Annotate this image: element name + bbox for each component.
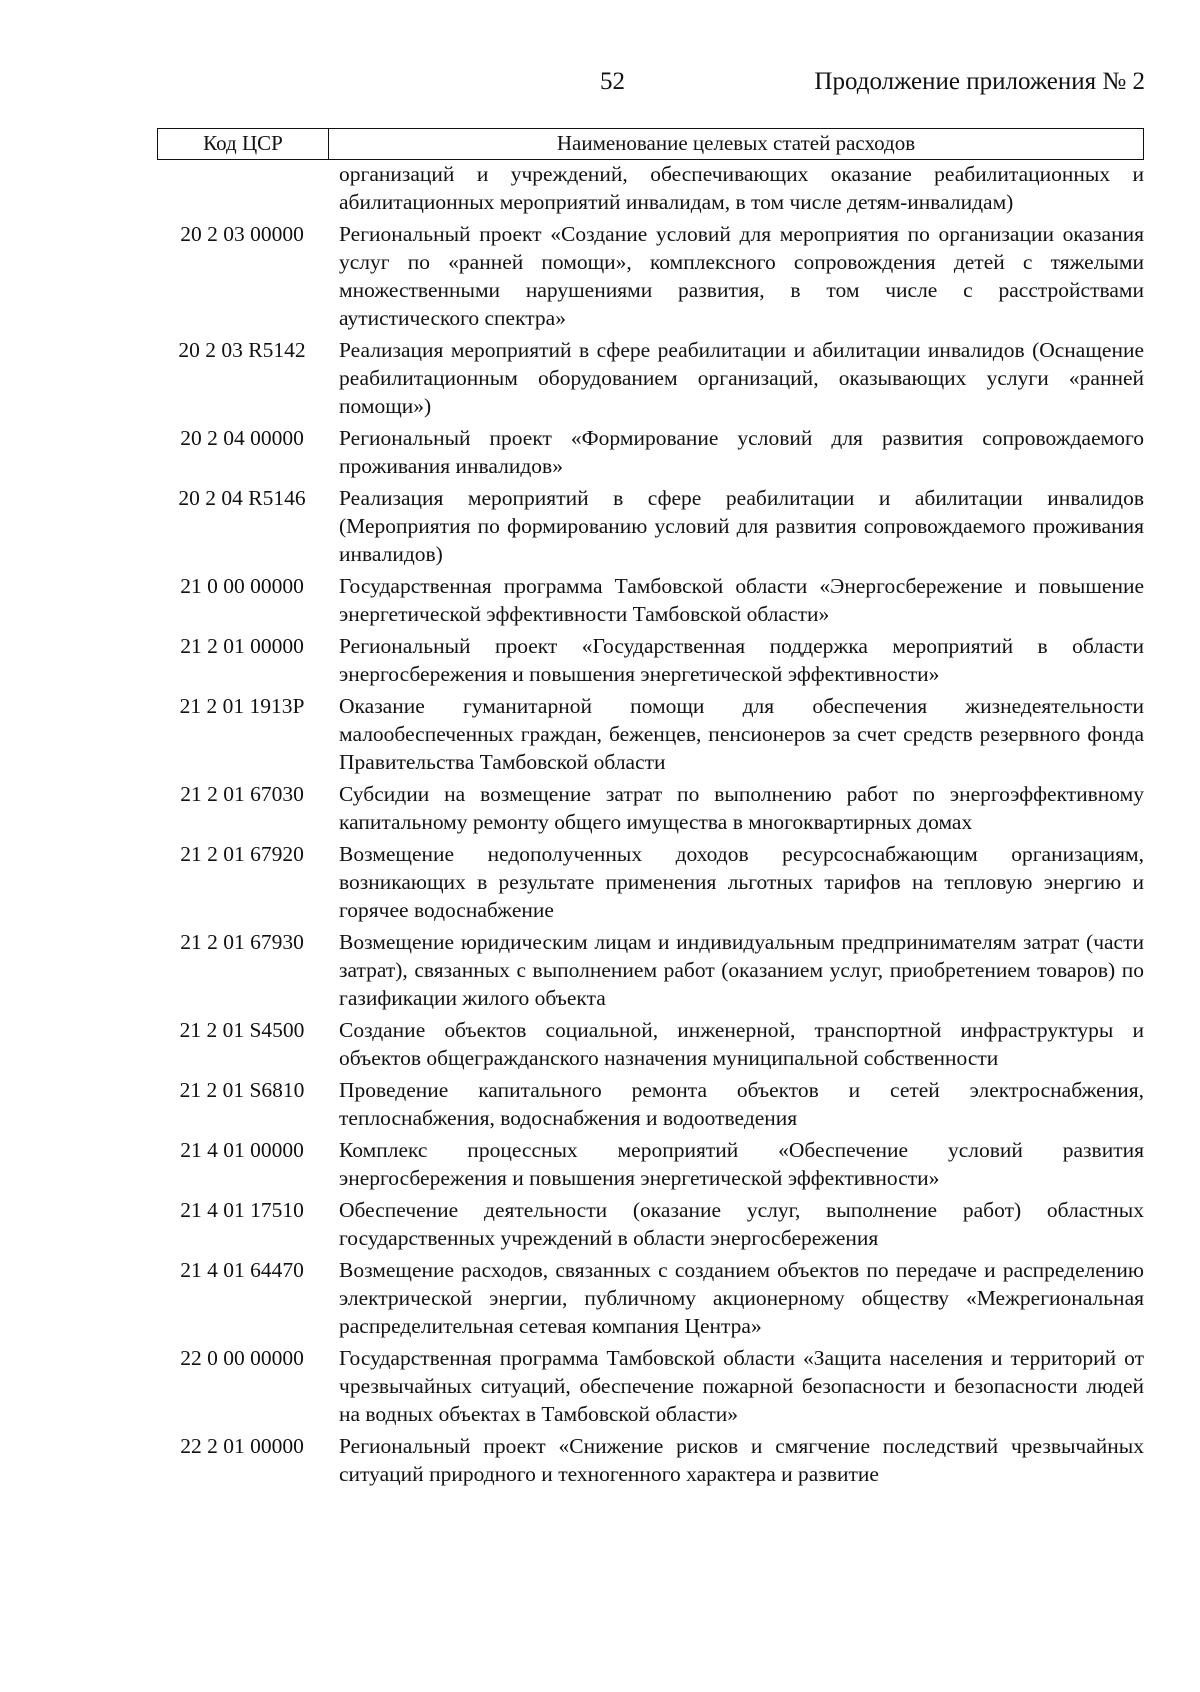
row-description: Реализация мероприятий в сфере реабилитации и абилитации инвалидов (Мероприятия по формированию условий для развития сопровождаемого проживания инвалидов) (339, 486, 1144, 566)
column-header-code: Код ЦСР (158, 129, 329, 159)
row-description: Оказание гуманитарной помощи для обеспечения жизнедеятельности малообеспеченных граждан, беженцев, пенсионеров за счет средств резервного фонда Правительства Тамбовской области (339, 694, 1144, 774)
row-code: 21 2 01 1913P (179, 694, 305, 718)
row-code: 20 2 04 R5146 (178, 486, 306, 510)
row-description: Реализация мероприятий в сфере реабилитации и абилитации инвалидов (Оснащение реабилитационным оборудованием организаций, оказывающих услуги «ранней помощи») (339, 338, 1144, 418)
table-row (157, 1256, 1144, 1340)
table-row (157, 1076, 1144, 1132)
table-row (157, 840, 1144, 924)
row-code (157, 160, 327, 216)
table-row (157, 1432, 1144, 1488)
table-header (157, 128, 1144, 160)
table-row (157, 336, 1144, 420)
column-header-name: Наименование целевых статей расходов (556, 131, 916, 155)
row-description: Региональный проект «Формирование условий для развития сопровождаемого проживания инвалидов» (339, 426, 1144, 478)
row-code: 20 2 03 R5142 (178, 338, 306, 362)
row-code: 21 0 00 00000 (180, 574, 304, 598)
row-description: Субсидии на возмещение затрат по выполнению работ по энергоэффективному капитальному ремонту общего имущества в многоквартирных домах (339, 782, 1144, 834)
table-row (157, 1136, 1144, 1192)
row-description: Проведение капитального ремонта объектов и сетей электроснабжения, теплоснабжения, водоснабжения и водоотведения (339, 1078, 1144, 1130)
row-description: Региональный проект «Снижение рисков и смягчение последствий чрезвычайных ситуаций природного и техногенного характера и развитие (339, 1434, 1144, 1486)
row-code: 21 2 01 67930 (180, 930, 304, 954)
row-code: 21 2 01 67920 (180, 842, 304, 866)
page-number: 52 (600, 68, 625, 95)
row-description: Региональный проект «Государственная поддержка мероприятий в области энергосбережения и повышения энергетической эффективности» (339, 634, 1144, 686)
table-row (157, 424, 1144, 480)
row-code: 20 2 03 00000 (180, 222, 304, 246)
table-row (157, 220, 1144, 332)
table-row (157, 160, 1144, 216)
table-row (157, 928, 1144, 1012)
row-description: Возмещение недополученных доходов ресурсоснабжающим организациям, возникающих в результате применения льготных тарифов на тепловую энергию и горячее водоснабжение (339, 842, 1144, 922)
row-code: 21 4 01 17510 (180, 1198, 304, 1222)
row-code: 20 2 04 00000 (180, 426, 304, 450)
row-description: Региональный проект «Создание условий для мероприятия по организации оказания услуг по «ранней помощи», комплексного сопровождения детей с тяжелыми множественными нарушениями развития, в том числе с расстройствами аутистического спектра» (339, 222, 1144, 330)
row-code: 21 2 01 S4500 (179, 1018, 305, 1042)
row-code: 21 2 01 67030 (180, 782, 304, 806)
table-row (157, 1196, 1144, 1252)
row-description: организаций и учреждений, обеспечивающих оказание реабилитационных и абилитационных мероприятий инвалидам, в том числе детям-инвалидам) (339, 162, 1144, 214)
row-description: Комплекс процессных мероприятий «Обеспечение условий развития энергосбережения и повышения энергетической эффективности» (339, 1138, 1144, 1190)
table-row (157, 484, 1144, 568)
row-code: 21 2 01 S6810 (179, 1078, 305, 1102)
table-row (157, 1016, 1144, 1072)
appendix-label: Продолжение приложения № 2 (814, 68, 1145, 95)
row-code: 22 0 00 00000 (180, 1346, 304, 1370)
row-description: Государственная программа Тамбовской области «Защита населения и территорий от чрезвычайных ситуаций, обеспечение пожарной безопасности и безопасности людей на водных объектах в Тамбовской области» (339, 1346, 1144, 1426)
table-row (157, 780, 1144, 836)
row-code: 21 2 01 00000 (180, 634, 304, 658)
table-row (157, 572, 1144, 628)
row-description: Возмещение юридическим лицам и индивидуальным предпринимателям затрат (части затрат), связанных с выполнением работ (оказанием услуг, приобретением товаров) по газификации жилого объекта (339, 930, 1144, 1010)
row-description: Возмещение расходов, связанных с созданием объектов по передаче и распределению электрической энергии, публичному акционерному обществу «Межрегиональная распределительная сетевая компания Центра» (339, 1258, 1144, 1338)
row-code: 21 4 01 00000 (180, 1138, 304, 1162)
table-row (157, 632, 1144, 688)
table-row (157, 692, 1144, 776)
row-description: Государственная программа Тамбовской области «Энергосбережение и повышение энергетической эффективности Тамбовской области» (339, 574, 1144, 626)
row-description: Создание объектов социальной, инженерной, транспортной инфраструктуры и объектов общегражданского назначения муниципальной собственности (339, 1018, 1144, 1070)
row-code: 22 2 01 00000 (180, 1434, 304, 1458)
table-row (157, 1344, 1144, 1428)
table-body (157, 160, 1144, 1492)
page-header (155, 62, 1145, 102)
row-description: Обеспечение деятельности (оказание услуг, выполнение работ) областных государственных учреждений в области энергосбережения (339, 1198, 1144, 1250)
row-code: 21 4 01 64470 (180, 1258, 304, 1282)
